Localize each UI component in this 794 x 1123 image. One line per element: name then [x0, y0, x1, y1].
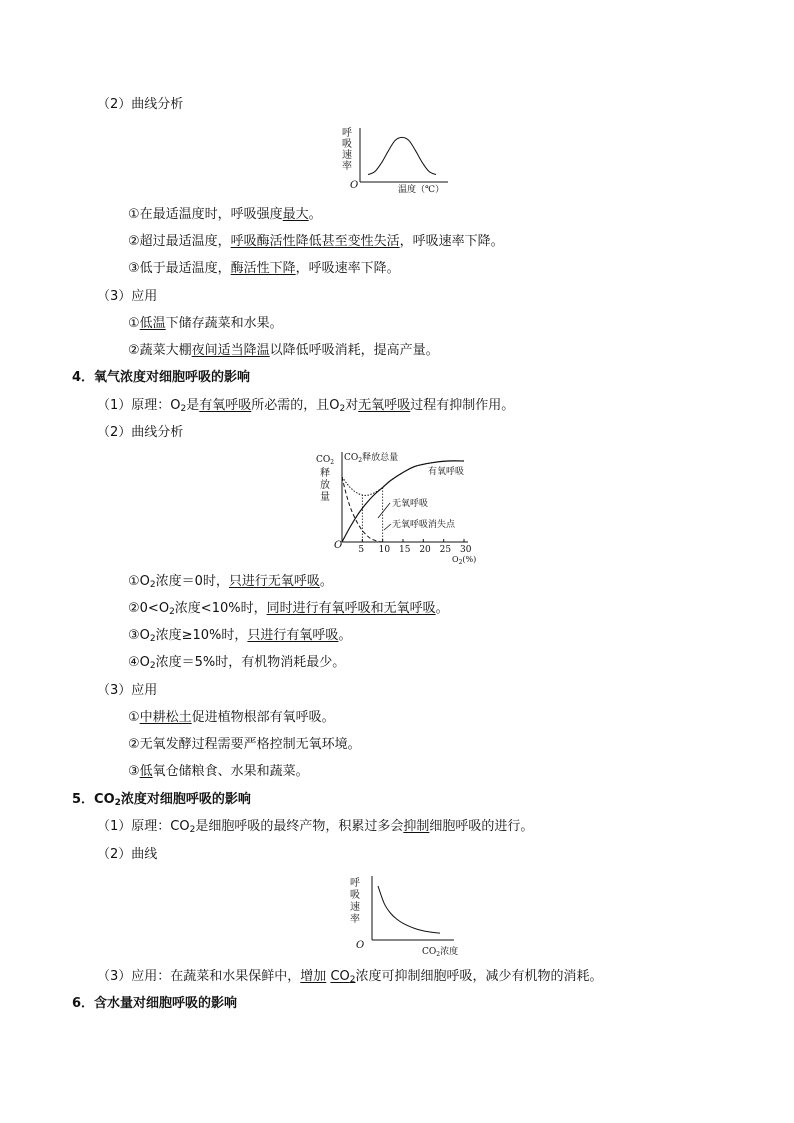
co2-y-label-char: 率 [350, 914, 360, 925]
co2-chart [342, 872, 462, 958]
o2-x-tick-label: 10 [378, 545, 391, 555]
sec4-app-3: ③低氧仓储粮食、水果和蔬菜。 [128, 764, 309, 779]
sec6-heading: 6．含水量对细胞呼吸的影响 [72, 996, 238, 1011]
sec4-bullet-3: $③O_2$浓度≥10%时，只进行有氧呼吸。 [128, 628, 352, 644]
o2-y-label-char: 量 [320, 492, 330, 503]
o2-annot-aerobic: 有氧呼吸 [428, 467, 465, 477]
sec4-bullet-1: $①O_2$浓度＝0时，只进行无氧呼吸。 [128, 574, 333, 590]
sec3-curve-heading: （2）曲线分析 [97, 97, 184, 112]
sec3-app-2: ②蔬菜大棚夜间适当降温以降低呼吸消耗，提高产量。 [128, 343, 439, 358]
sec3-app-heading: （3）应用 [97, 289, 158, 304]
temp-y-label-char: 率 [342, 161, 352, 172]
o2-x-tick-label: 30 [460, 545, 472, 555]
temp-y-label-char: 速 [342, 150, 352, 161]
co2-y-label-char: 呼 [350, 878, 360, 889]
sec3-bullet-3: ③低于最适温度，酶活性下降，呼吸速率下降。 [128, 261, 400, 276]
o2-annot-vanish-pointer [384, 524, 391, 530]
sec5-curve-heading: （2）曲线 [97, 847, 158, 862]
o2-annot-anaerobic: 无氧呼吸 [392, 499, 429, 509]
o2-annot-anaerobic-pointer [378, 503, 390, 518]
sec5-app: （3）应用：在蔬菜和水果保鲜中，增加 $CO_2$浓度可抑制细胞呼吸，减少有机物的消耗。 [97, 969, 603, 985]
temp-x-label: 温度（℃） [398, 185, 445, 194]
oxygen-chart [312, 448, 482, 568]
sec4-curve-heading: （2）曲线分析 [97, 425, 184, 440]
o2-x-unit: $O_2(\%)$ [452, 555, 477, 566]
sec4-heading: 4．氧气浓度对细胞呼吸的影响 [72, 370, 251, 385]
o2-x-tick-label: 20 [419, 545, 431, 555]
temp-y-label-char: 呼 [342, 128, 352, 139]
o2-x-tick-label: 5 [358, 545, 365, 555]
o2-anaerobic-curve [342, 477, 383, 542]
temperature-chart [338, 122, 458, 194]
o2-y-label-co2: $CO_2$ [316, 455, 335, 466]
temp-curve-line [368, 137, 436, 174]
co2-y-label [350, 877, 360, 925]
o2-x-ticks [358, 539, 471, 555]
sec4-bullet-2: $②0<O_2$浓度<10%时，同时进行有氧呼吸和无氧呼吸。 [128, 601, 449, 617]
temp-y-label [342, 127, 352, 172]
sec4-bullet-4: $④O_2$浓度＝5%时，有机物消耗最少。 [128, 655, 346, 671]
o2-annot-vanish: 无氧呼吸消失点 [392, 520, 456, 530]
o2-y-label-char: 释 [320, 468, 330, 479]
co2-curve-line [378, 886, 440, 933]
sec3-app-1: ①低温下储存蔬菜和水果。 [128, 316, 283, 331]
co2-x-label: $CO_2$浓度 [422, 947, 459, 958]
sec4-principle: （1）原理：$O_2$是有氧呼吸所必需的，且$O_2$对无氧呼吸过程有抑制作用。 [97, 398, 515, 414]
temp-y-label-char: 吸 [342, 139, 352, 150]
co2-underlined: $CO_2$ [330, 969, 356, 985]
o2-x-tick-label: 15 [399, 545, 411, 555]
o2-y-label-char: 放 [320, 480, 330, 491]
o2-origin: O [334, 540, 343, 551]
co2-y-label-char: 吸 [350, 890, 360, 901]
o2-annot-total: $CO_2$释放总量 [344, 453, 399, 464]
sec5-principle: （1）原理：$CO_2$是细胞呼吸的最终产物，积累过多会抑制细胞呼吸的进行。 [97, 819, 534, 835]
o2-y-label [316, 455, 334, 503]
co2-y-label-char: 速 [350, 902, 360, 913]
sec3-bullet-2: ②超过最适温度，呼吸酶活性降低甚至变性失活，呼吸速率下降。 [128, 234, 504, 249]
co2-origin: O [356, 940, 365, 951]
sec3-bullet-1: ①在最适温度时，呼吸强度最大。 [128, 207, 322, 222]
o2-x-tick-label: 25 [439, 545, 452, 555]
sec4-app-1: ①中耕松土促进植物根部有氧呼吸。 [128, 710, 335, 725]
sec5-heading: 5．$CO_2$浓度对细胞呼吸的影响 [72, 792, 251, 808]
sec4-app-2: ②无氧发酵过程需要严格控制无氧环境。 [128, 737, 361, 752]
sec4-app-heading: （3）应用 [97, 683, 158, 698]
temp-origin: O [350, 180, 359, 191]
